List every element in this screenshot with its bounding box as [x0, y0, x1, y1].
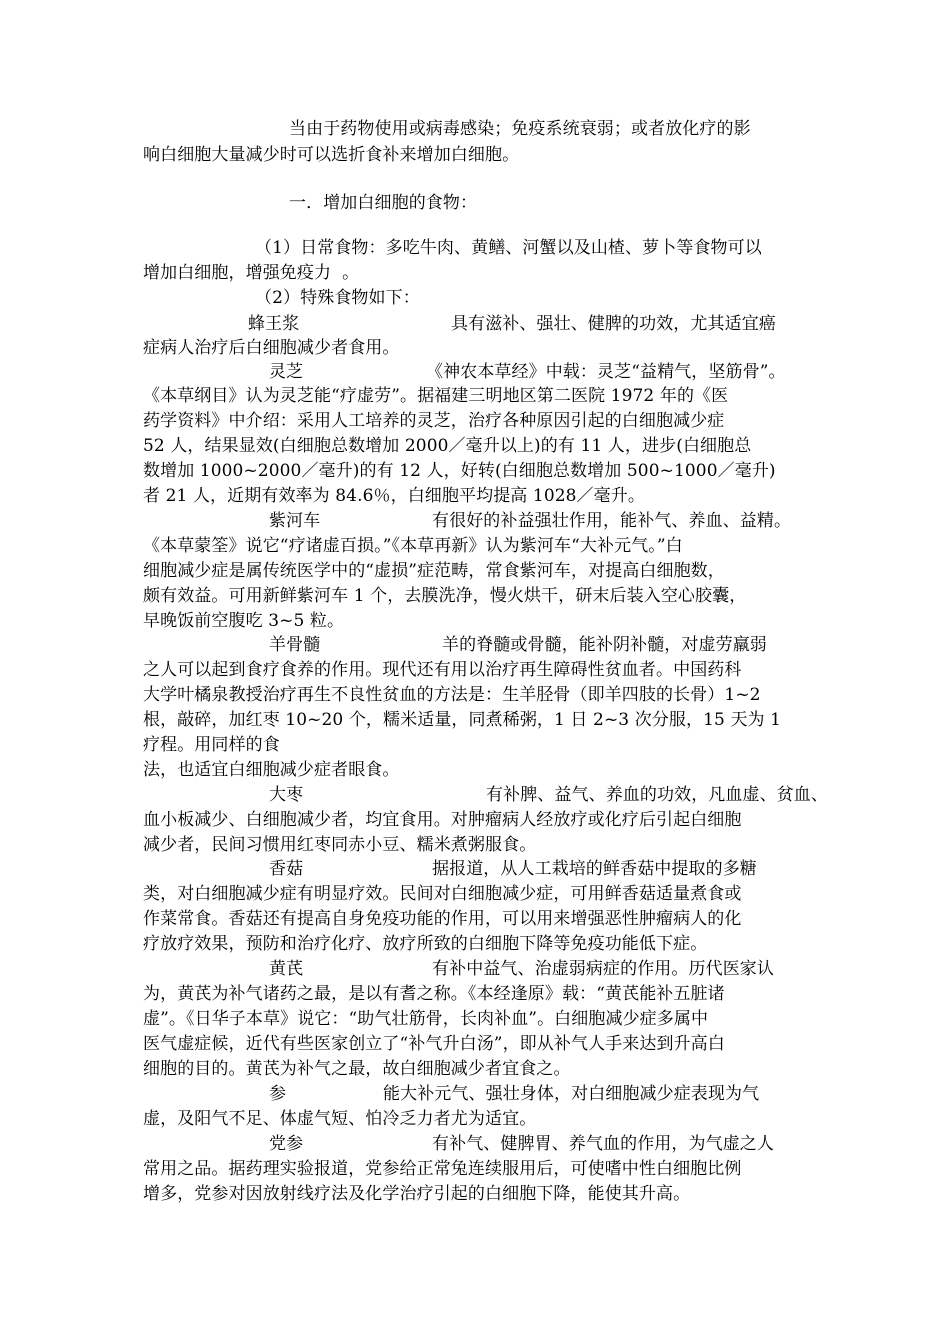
shiitake-line-1: 据报道，从人工栽培的鲜香菇中提取的多糖: [432, 859, 757, 879]
sheep-marrow-line-3: 大学叶橘泉教授治疗再生不良性贫血的方法是：生羊胫骨（即羊四肢的长骨）1~2: [143, 685, 761, 705]
astragalus-line-2: 为，黄芪为补气诸药之最，是以有耆之称。《本经逢原》载：“黄芪能补五脏诸: [143, 984, 725, 1004]
placenta-line-4: 颇有效益。可用新鲜紫河车 1 个，去膜洗净，慢火烘干，研末后装入空心胶囊，: [143, 586, 747, 606]
shiitake-line-4: 疗放疗效果，预防和治疗化疗、放疗所致的白细胞下降等免疫功能低下症。: [143, 934, 708, 954]
ginseng-line-1: 能大补元气、强壮身体，对白细胞减少症表现为气: [383, 1084, 760, 1104]
astragalus-line-1: 有补中益气、治虚弱病症的作用。历代医家认: [432, 959, 774, 979]
food-name-codonopsis: 党参: [269, 1134, 304, 1154]
astragalus-line-4: 医气虚症候，近代有些医家创立了“补气升白汤”，即从补气人手来达到升高白: [143, 1034, 725, 1054]
lingzhi-line-5: 数增加 1000~2000／毫升)的有 12 人，好转(白细胞总数增加 500~1000／毫升): [143, 461, 776, 481]
lingzhi-line-4: 52 人，结果显效(白细胞总数增加 2000／毫升以上)的有 11 人，进步(白细胞总: [143, 436, 752, 456]
jujube-line-3: 减少者，民间习惯用红枣同赤小豆、糯米煮粥服食。: [143, 835, 537, 855]
intro-line-2: 响白细胞大量减少时可以选折食补来增加白细胞。: [143, 145, 520, 165]
codonopsis-line-3: 增多，党参对因放射线疗法及化学治疗引起的白细胞下降，能使其升高。: [143, 1184, 691, 1204]
codonopsis-line-2: 常用之品。据药理实验报道，党参给正常兔连续服用后，可使嗜中性白细胞比例: [143, 1159, 742, 1179]
daily-food-line-1: （1）日常食物：多吃牛肉、黄鳝、河蟹以及山楂、萝卜等食物可以: [255, 238, 762, 258]
lingzhi-line-6: 者 21 人，近期有效率为 84.6％，白细胞平均提高 1028／毫升。: [143, 486, 645, 506]
ginseng-line-2: 虚，及阳气不足、体虚气短、怕冷乏力者尤为适宜。: [143, 1109, 537, 1129]
daily-food-line-2: 增加白细胞，增强免疫力 。: [143, 263, 360, 283]
food-name-lingzhi: 灵芝: [269, 362, 304, 382]
shiitake-line-2: 类，对白细胞减少症有明显疗效。民间对白细胞减少症，可用鲜香菇适量煮食或: [143, 884, 742, 904]
intro-line-1: 当由于药物使用或病毒感染；免疫系统衰弱；或者放化疗的影: [289, 119, 751, 139]
sheep-marrow-line-5: 疗程。用同样的食: [143, 735, 280, 755]
special-food-heading: （2）特殊食物如下：: [255, 288, 420, 308]
jujube-line-2: 血小板减少、白细胞减少者，均宜食用。对肿瘤病人经放疗或化疗后引起白细胞: [143, 810, 742, 830]
section-heading: 一．增加白细胞的食物：: [289, 193, 478, 213]
royal-jelly-line-1: 具有滋补、强壮、健脾的功效，尤其适宜癌: [451, 314, 776, 334]
food-name-placenta: 紫河车: [269, 511, 321, 531]
royal-jelly-line-2: 症病人治疗后白细胞减少者食用。: [143, 338, 400, 358]
sheep-marrow-line-2: 之人可以起到食疗食养的作用。现代还有用以治疗再生障碍性贫血者。中国药科: [143, 660, 742, 680]
placenta-line-1: 有很好的补益强壮作用，能补气、养血、益精。: [432, 511, 792, 531]
astragalus-line-3: 虚”。《日华子本草》说它：“助气壮筋骨，长肉补血”。白细胞减少症多属中: [143, 1009, 709, 1029]
food-name-royal-jelly: 蜂王浆: [248, 314, 300, 334]
jujube-line-1: 有补脾、益气、养血的功效，凡血虚、贫血、: [486, 785, 828, 805]
food-name-sheep-marrow: 羊骨髓: [269, 635, 321, 655]
sheep-marrow-line-6: 法，也适宜白细胞减少症者眼食。: [143, 760, 400, 780]
food-name-shiitake: 香菇: [269, 859, 304, 879]
lingzhi-line-1: 《神农本草经》中载：灵芝“益精气，坚筋骨”。: [426, 362, 786, 382]
sheep-marrow-line-1: 羊的脊髓或骨髓，能补阴补髓，对虚劳羸弱: [442, 635, 767, 655]
food-name-ginseng: 参: [269, 1084, 287, 1104]
lingzhi-line-2: 《本草纲目》认为灵芝能“疗虚劳”。据福建三明地区第二医院 1972 年的《医: [143, 386, 729, 406]
shiitake-line-3: 作菜常食。香菇还有提高自身免疫功能的作用，可以用来增强恶性肿瘤病人的化: [143, 909, 742, 929]
food-name-jujube: 大枣: [269, 785, 304, 805]
codonopsis-line-1: 有补气、健脾胃、养气血的作用，为气虚之人: [432, 1134, 774, 1154]
placenta-line-5: 早晚饭前空腹吃 3~5 粒。: [143, 611, 345, 631]
placenta-line-2: 《本草蒙筌》说它“疗诸虚百损。”《本草再新》认为紫河车“大补元气。”白: [143, 536, 683, 556]
food-name-astragalus: 黄芪: [269, 959, 304, 979]
sheep-marrow-line-4: 根，敲碎，加红枣 10~20 个，糯米适量，同煮稀粥，1 日 2~3 次分服，15 天为 1: [143, 710, 782, 730]
astragalus-line-5: 细胞的目的。黄芪为补气之最，故白细胞减少者宜食之。: [143, 1059, 571, 1079]
placenta-line-3: 细胞减少症是属传统医学中的“虚损”症范畴，常食紫河车，对提高白细胞数，: [143, 561, 725, 581]
lingzhi-line-3: 药学资料》中介绍：采用人工培养的灵芝，治疗各种原因引起的白细胞减少症: [143, 411, 725, 431]
